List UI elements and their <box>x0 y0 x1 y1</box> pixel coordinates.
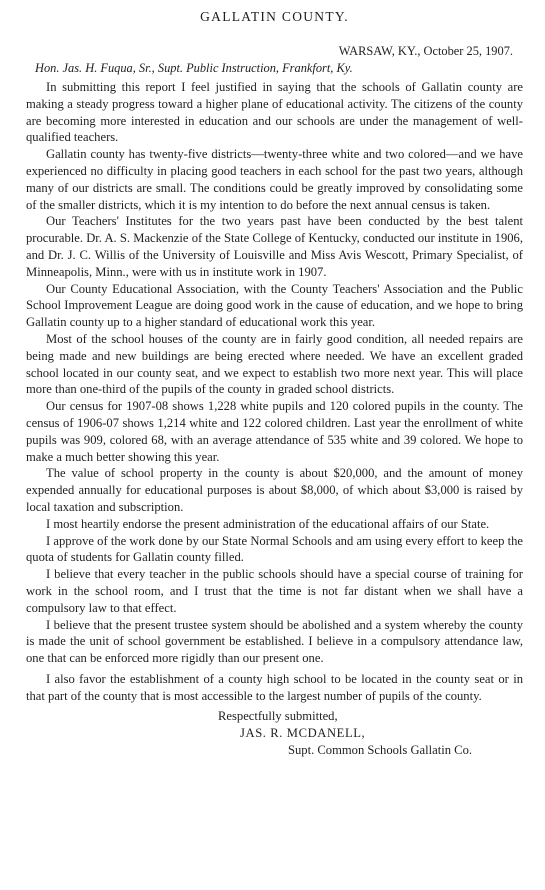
document-title: GALLATIN COUNTY. <box>200 9 349 24</box>
paragraph-9: I approve of the work done by our State Normal Schools and am using every effort to keep the quota of students for Gallatin county filled. <box>26 533 523 565</box>
paragraph-11: I believe that the present trustee system should be abolished and a system whereby the county is made the unit of school government be established. I believe in a compulsory attendance law, one that can be enforced more rigidly than our present one. <box>26 617 523 666</box>
paragraph-6: Our census for 1907-08 shows 1,228 white pupils and 120 colored pupils in the county. The census of 1906-07 shows 1,214 white and 122 colored children. Last year the enrollment of white pupils was 909, colored 68, with an average attendance of 535 white and 39 colored. We hope to make a much better showing this year. <box>26 399 523 464</box>
dateline: WARSAW, KY., October 25, 1907. <box>338 44 513 58</box>
paragraph-7: The value of school property in the county is about $20,000, and the amount of money expended annually for educational purposes is about $8,000, of which about $3,000 is raised by local taxation and subscription. <box>26 466 523 514</box>
addressee-line: Hon. Jas. H. Fuqua, Sr., Supt. Public Instruction, Frankfort, Ky. <box>35 61 353 75</box>
signature-name: JAS. R. MCDANELL, <box>240 726 366 741</box>
paragraph-1: In submitting this report I feel justified in saying that the schools of Gallatin county are making a steady progress toward a higher plane of educational activity. The citizens of the county are becoming more interested in education and our schools are under the management of well-qualified teachers. <box>26 80 523 145</box>
paragraph-10: I believe that every teacher in the public schools should have a special course of training for work in the school room, and I trust that the time is not far distant when we shall have a compulsory law to that effect. <box>26 567 523 615</box>
closing-line: Respectfully submitted, <box>218 709 338 724</box>
signer-title: Supt. Common Schools Gallatin Co. <box>288 743 473 758</box>
paragraph-3: Our Teachers' Institutes for the two years past have been conducted by the best talent procurable. Dr. A. S. Mackenzie of the State College of Kentucky, conducted our institute in 1906, and Dr. J. C. Willis of the University of Louisville and Miss Avis Wescott, Primary Specialist, of Minneapolis, Minn., were with us in institute work in 1907. <box>26 214 523 279</box>
paragraph-5: Most of the school houses of the county are in fairly good condition, all needed repairs are being made and new buildings are being erected where needed. We have an excellent graded school located in our county seat, and we expect to establish two more next year. This will place more than one-third of the pupils of the county in graded school districts. <box>26 331 523 397</box>
paragraph-8: I most heartily endorse the present administration of the educational affairs of our State. <box>46 516 490 531</box>
document-page <box>26 0 523 890</box>
paragraph-12: I also favor the establishment of a county high school to be located in the county seat or in that part of the county that is most accessible to the largest number of pupils of the county. <box>26 671 523 703</box>
paragraph-4: Our County Educational Association, with the County Teachers' Association and the Public School Improvement League are doing good work in the cause of education, and we hope to bring Gallatin county up to a higher standard of educational work this year. <box>26 281 523 330</box>
paragraph-2: Gallatin county has twenty-five districts—twenty-three white and two colored—and we have experienced no difficulty in placing good teachers in each school for the past two years, although many of our districts are small. The conditions could be greatly improved by consolidating some of the smaller districts, which it is my intention to do before the next annual census is taken. <box>26 147 523 212</box>
signoff-block <box>26 708 523 759</box>
